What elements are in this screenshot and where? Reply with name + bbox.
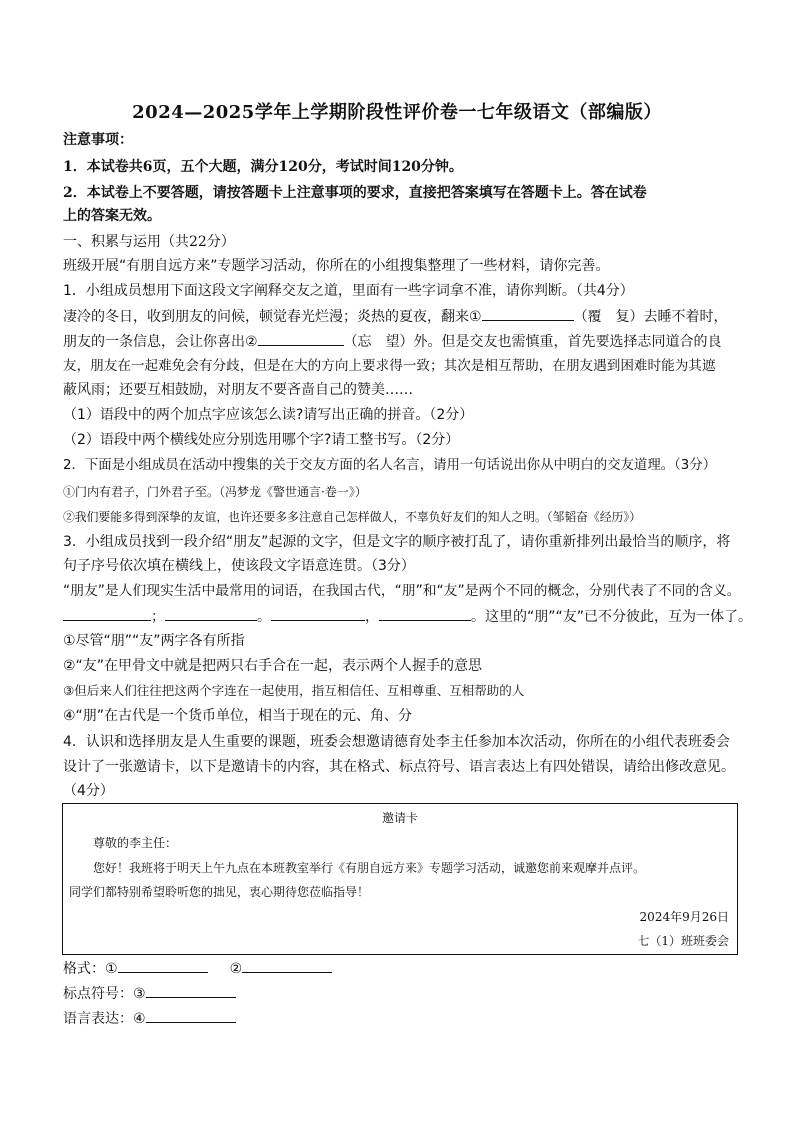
q1-stem: 1．小组成员想用下面这段文字阐释交友之道，里面有一些字词拿不准，请你判断。（共4分） <box>63 283 634 299</box>
q1-para-line-2: 朋友的一条信息，会让你喜出② （忘 望）外。但是交友也需慎重，首先要选择志同道合的良 <box>63 331 722 352</box>
q3-option-2: ②“友”在甲骨文中就是把两只右手合在一起，表示两个人握手的意思 <box>63 658 483 674</box>
notice-item-1: 1．本试卷共6页，五个大题，满分120分，考试时间120分钟。 <box>63 159 463 175</box>
q4-stem-a: 4．认识和选择朋友是人生重要的课题，班委会想邀请德育处李主任参加本次活动，你所在的小组代表班委会 <box>63 734 730 750</box>
card-heading: 邀请卡 <box>381 811 418 825</box>
card-signer: 七（1）班班委会 <box>637 934 729 948</box>
q1-sub-1: （1）语段中的两个加点字应该怎么读?请写出正确的拼音。（2分） <box>63 407 474 423</box>
q1-blank-2[interactable] <box>258 331 344 346</box>
notice-item-2a: 2．本试卷上不要答题，请按答题卡上注意事项的要求，直接把答案填写在答题卡上。答在试卷 <box>63 185 647 201</box>
q1-para-line-3: 友，朋友在一起难免会有分歧，但是在大的方向上要求得一致；其次是相互帮助，在朋友遇到困难时能为其遮 <box>63 358 716 374</box>
q4-stem-c: （4分） <box>63 783 114 799</box>
q3-option-3: ③但后来人们往往把这两个字连在一起使用，指互相信任、互相尊重、互相帮助的人 <box>63 683 525 698</box>
answer-language: 语言表达：④ <box>63 1008 236 1029</box>
invitation-card <box>62 803 738 955</box>
q1-para-line-4: 蔽风雨；还要互相鼓励，对朋友不要吝啬自己的赞美…… <box>63 382 413 398</box>
q1-para-line-1: 凄冷的冬日，收到朋友的问候，顿觉春光烂漫；炎热的夏夜，翻来① （覆 复）去睡不着时， <box>63 306 728 327</box>
q3-stem-b: 句子序号依次填在横线上，使该段文字语意连贯。（3分） <box>63 558 415 574</box>
q3-option-1: ①尽管“朋”“友”两字各有所指 <box>63 633 245 649</box>
section-intro: 班级开展“有朋自远方来”专题学习活动，你所在的小组搜集整理了一些材料，请你完善。 <box>63 258 610 274</box>
q3-blank-4[interactable] <box>379 606 471 621</box>
q1-sub-2: （2）语段中两个横线处应分别选用哪个字?请工整书写。（2分） <box>63 432 460 448</box>
q3-option-4: ④“朋”在古代是一个货币单位，相当于现在的元、角、分 <box>63 708 413 724</box>
notice-item-2b: 上的答案无效。 <box>63 208 161 224</box>
answer-format: 格式：① ② <box>63 958 332 979</box>
q2-quote-1: ①门内有君子，门外君子至。（冯梦龙《警世通言·卷一》） <box>63 485 367 499</box>
answer-blank-3[interactable] <box>146 983 236 998</box>
q2-quote-2: ②我们要能多得到深挚的友谊，也许还要多多注意自己怎样做人，不辜负好友们的知人之明。（邹韬奋《经历》） <box>63 510 642 524</box>
card-body-line-2: 同学们都特别希望聆听您的拙见，衷心期待您莅临指导！ <box>69 885 370 899</box>
q3-stem-a: 3．小组成员找到一段介绍“朋友”起源的文字，但是文字的顺序被打乱了，请你重新排列出最恰当的顺序，将 <box>63 534 731 550</box>
answer-blank-4[interactable] <box>146 1008 236 1023</box>
q3-blank-3[interactable] <box>271 606 365 621</box>
q2-stem: 2．下面是小组成员在活动中搜集的关于交友方面的名人名言，请用一句话说出你从中明白的交友道理。（3分） <box>63 458 717 473</box>
answer-blank-2[interactable] <box>242 958 332 973</box>
q4-stem-b: 设计了一张邀请卡，以下是邀请卡的内容，其在格式、标点符号、语言表达上有四处错误，请给出修改意见。 <box>63 759 735 775</box>
q3-blank-2[interactable] <box>165 606 257 621</box>
section-heading: 一、积累与运用（共22分） <box>63 234 235 250</box>
card-salutation: 尊敬的李主任： <box>93 836 178 850</box>
q3-blank-1[interactable] <box>63 606 151 621</box>
card-date: 2024年9月26日 <box>639 910 729 924</box>
answer-punctuation: 标点符号：③ <box>63 983 236 1004</box>
q1-blank-1[interactable] <box>482 306 574 321</box>
notice-heading: 注意事项： <box>63 132 133 148</box>
q3-fill-line: ； 。 ， 。这里的“朋”“友”已不分彼此，互为一体了。 <box>63 606 752 627</box>
card-body-line-1: 您好！我班将于明天上午九点在本班教室举行《有朋自远方来》专题学习活动，诚邀您前来观摩并点评。 <box>93 861 646 875</box>
page-title: 2024—2025学年上学期阶段性评价卷一七年级语文（部编版） <box>132 102 662 123</box>
answer-blank-1[interactable] <box>118 958 208 973</box>
q3-paragraph: “朋友”是人们现实生活中最常用的词语，在我国古代，“朋”和“友”是两个不同的概念，分别代表了不同的含义。 <box>63 583 741 599</box>
